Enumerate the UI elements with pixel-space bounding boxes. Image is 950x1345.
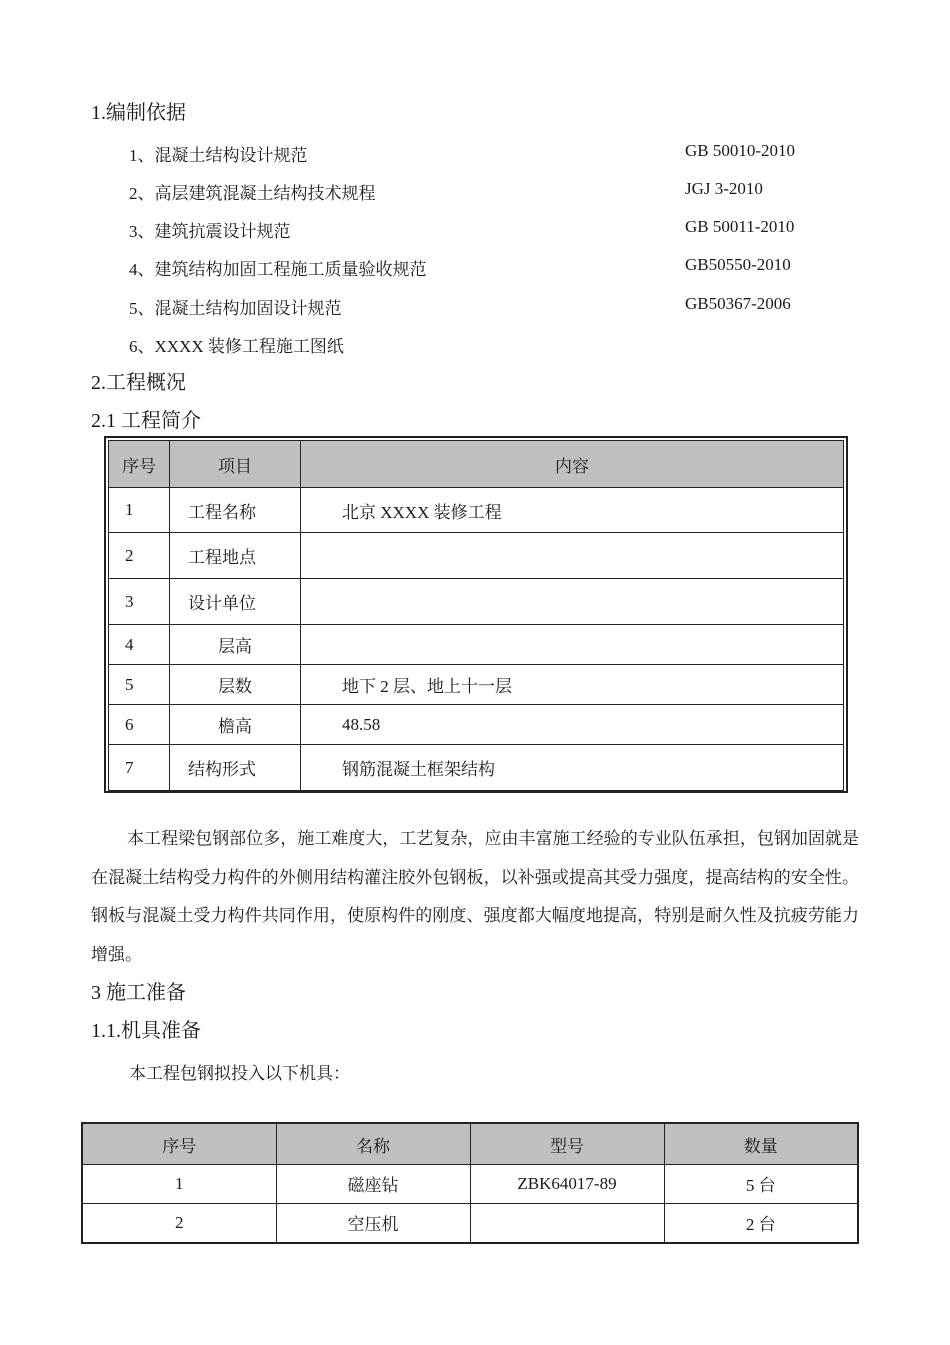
overview-table-header [109, 441, 844, 488]
reference-item-4-code: GB50550-2010 [685, 255, 791, 274]
cell-item: 檐高 [170, 705, 301, 745]
overview-paragraph-text: 本工程梁包钢部位多，施工难度大，工艺复杂，应由丰富施工经验的专业队伍承担，包钢加固就是在混凝土结构受力构件的外侧用结构灌注胶外包钢板，以补强或提高其受力强度，提高结构的安全性。钢板与混凝土受力构件共同作用，使原构件的刚度、强度都大幅度地提高，特别是耐久性及抗疲劳能力增强。 [91, 829, 859, 964]
table-row [82, 1165, 858, 1204]
cell-content: 地下 2 层、地上十一层 [301, 665, 844, 705]
table-row [82, 1203, 858, 1243]
cell-index: 1 [109, 488, 170, 533]
table-row [109, 533, 844, 579]
reference-item-5-code: GB50367-2006 [685, 294, 791, 313]
section-3-1-title: 1.1.机具准备 [91, 1020, 201, 1042]
section-1-title: 1.编制依据 [91, 102, 186, 124]
reference-item-1-code: GB 50010-2010 [685, 141, 796, 160]
table-row [109, 625, 844, 665]
reference-item-4-label: 4、建筑结构加固工程施工质量验收规范 [129, 260, 427, 279]
equipment-table-header [82, 1123, 858, 1165]
equipment-table [81, 1122, 859, 1244]
cell-content [301, 579, 844, 625]
cell-index: 6 [109, 705, 170, 745]
table-row [109, 488, 844, 533]
cell-item: 工程名称 [170, 488, 301, 533]
reference-item-2-code: JGJ 3-2010 [685, 179, 763, 198]
table-row [109, 579, 844, 625]
reference-item-3-code: GB 50011-2010 [685, 217, 795, 236]
cell-index: 7 [109, 745, 170, 791]
overview-header-content: 内容 [301, 441, 844, 488]
cell-index: 3 [109, 579, 170, 625]
equipment-header-model: 型号 [470, 1123, 664, 1165]
equipment-intro: 本工程包钢拟投入以下机具： [129, 1064, 350, 1083]
cell-item: 层高 [170, 625, 301, 665]
cell-model [470, 1203, 664, 1243]
cell-quantity: 2 台 [664, 1203, 858, 1243]
equipment-header-name: 名称 [276, 1123, 470, 1165]
table-row [109, 665, 844, 705]
cell-quantity: 5 台 [664, 1165, 858, 1204]
cell-name: 磁座钻 [276, 1165, 470, 1204]
section-2-1-title: 2.1 工程简介 [91, 410, 201, 432]
cell-item: 结构形式 [170, 745, 301, 791]
reference-item-1-label: 1、混凝土结构设计规范 [129, 146, 308, 165]
cell-model: ZBK64017-89 [470, 1165, 664, 1204]
reference-item-6-label: 6、XXXX 装修工程施工图纸 [129, 337, 344, 356]
overview-header-index: 序号 [109, 441, 170, 488]
overview-paragraph [91, 820, 859, 974]
cell-content: 48.58 [301, 705, 844, 745]
equipment-header-index: 序号 [82, 1123, 276, 1165]
cell-index: 2 [109, 533, 170, 579]
reference-item-5-label: 5、混凝土结构加固设计规范 [129, 299, 342, 318]
cell-index: 2 [82, 1203, 276, 1243]
cell-content [301, 533, 844, 579]
equipment-header-quantity: 数量 [664, 1123, 858, 1165]
cell-index: 5 [109, 665, 170, 705]
cell-content: 北京 XXXX 装修工程 [301, 488, 844, 533]
cell-index: 1 [82, 1165, 276, 1204]
reference-item-3-label: 3、建筑抗震设计规范 [129, 222, 291, 241]
cell-item: 设计单位 [170, 579, 301, 625]
cell-item: 层数 [170, 665, 301, 705]
table-row [109, 745, 844, 791]
cell-item: 工程地点 [170, 533, 301, 579]
cell-content: 钢筋混凝土框架结构 [301, 745, 844, 791]
section-3-title: 3 施工准备 [91, 982, 186, 1004]
table-row [109, 705, 844, 745]
reference-item-2-label: 2、高层建筑混凝土结构技术规程 [129, 184, 376, 203]
overview-header-item: 项目 [170, 441, 301, 488]
cell-index: 4 [109, 625, 170, 665]
cell-content [301, 625, 844, 665]
overview-table [104, 436, 848, 793]
section-2-title: 2.工程概况 [91, 372, 186, 394]
cell-name: 空压机 [276, 1203, 470, 1243]
